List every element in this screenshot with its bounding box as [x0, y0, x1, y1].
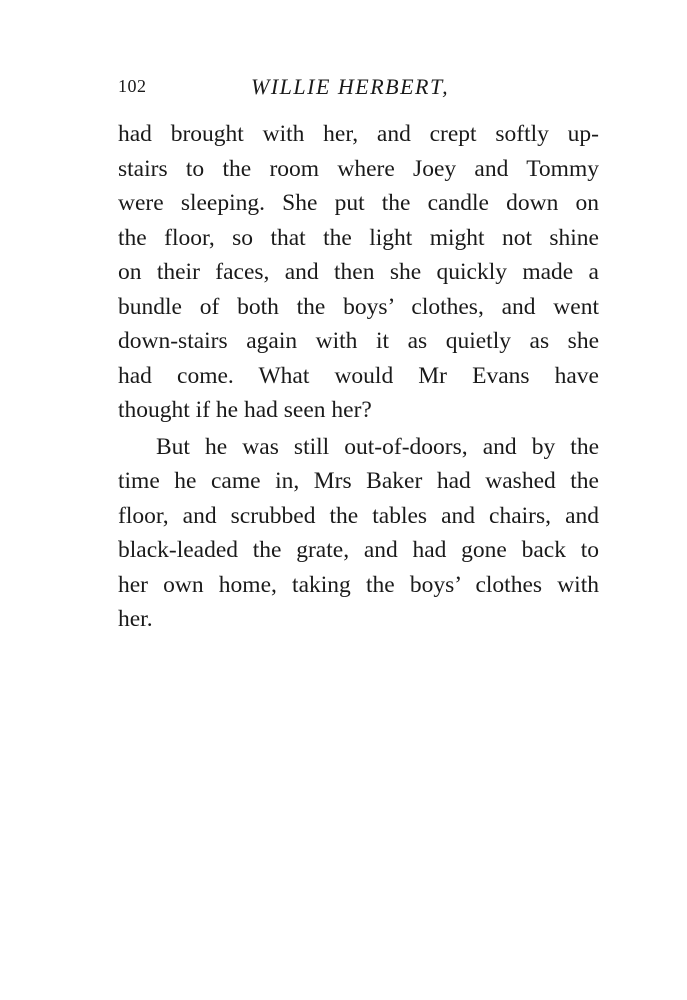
body-text	[118, 117, 599, 637]
running-title: WILLIE HERBERT,	[251, 74, 450, 99]
text-line: her.	[118, 606, 153, 632]
text-line: down-stairs again with it as quietly as she	[118, 328, 599, 354]
page-header	[118, 74, 598, 104]
text-line: bundle of both the boys’ clothes, and went	[118, 293, 599, 320]
page-number: 102	[118, 76, 147, 96]
text-line: her own home, taking the boys’ clothes with	[118, 571, 599, 598]
text-line: But he was still out-of-doors, and by the	[156, 433, 599, 460]
paragraph	[118, 430, 599, 637]
text-line: the floor, so that the light might not shine	[118, 224, 599, 251]
text-line: thought if he had seen her?	[118, 397, 372, 423]
text-line: floor, and scrubbed the tables and chairs, and	[118, 502, 599, 529]
text-line: black-leaded the grate, and had gone back to	[118, 537, 599, 563]
paragraph	[118, 117, 599, 428]
text-line: stairs to the room where Joey and Tommy	[118, 155, 599, 182]
text-line: time he came in, Mrs Baker had washed the	[118, 468, 599, 494]
text-line: on their faces, and then she quickly made a	[118, 259, 599, 285]
text-line: had brought with her, and crept softly up-	[118, 121, 599, 147]
text-line: were sleeping. She put the candle down on	[118, 190, 599, 216]
text-line: had come. What would Mr Evans have	[118, 362, 599, 389]
